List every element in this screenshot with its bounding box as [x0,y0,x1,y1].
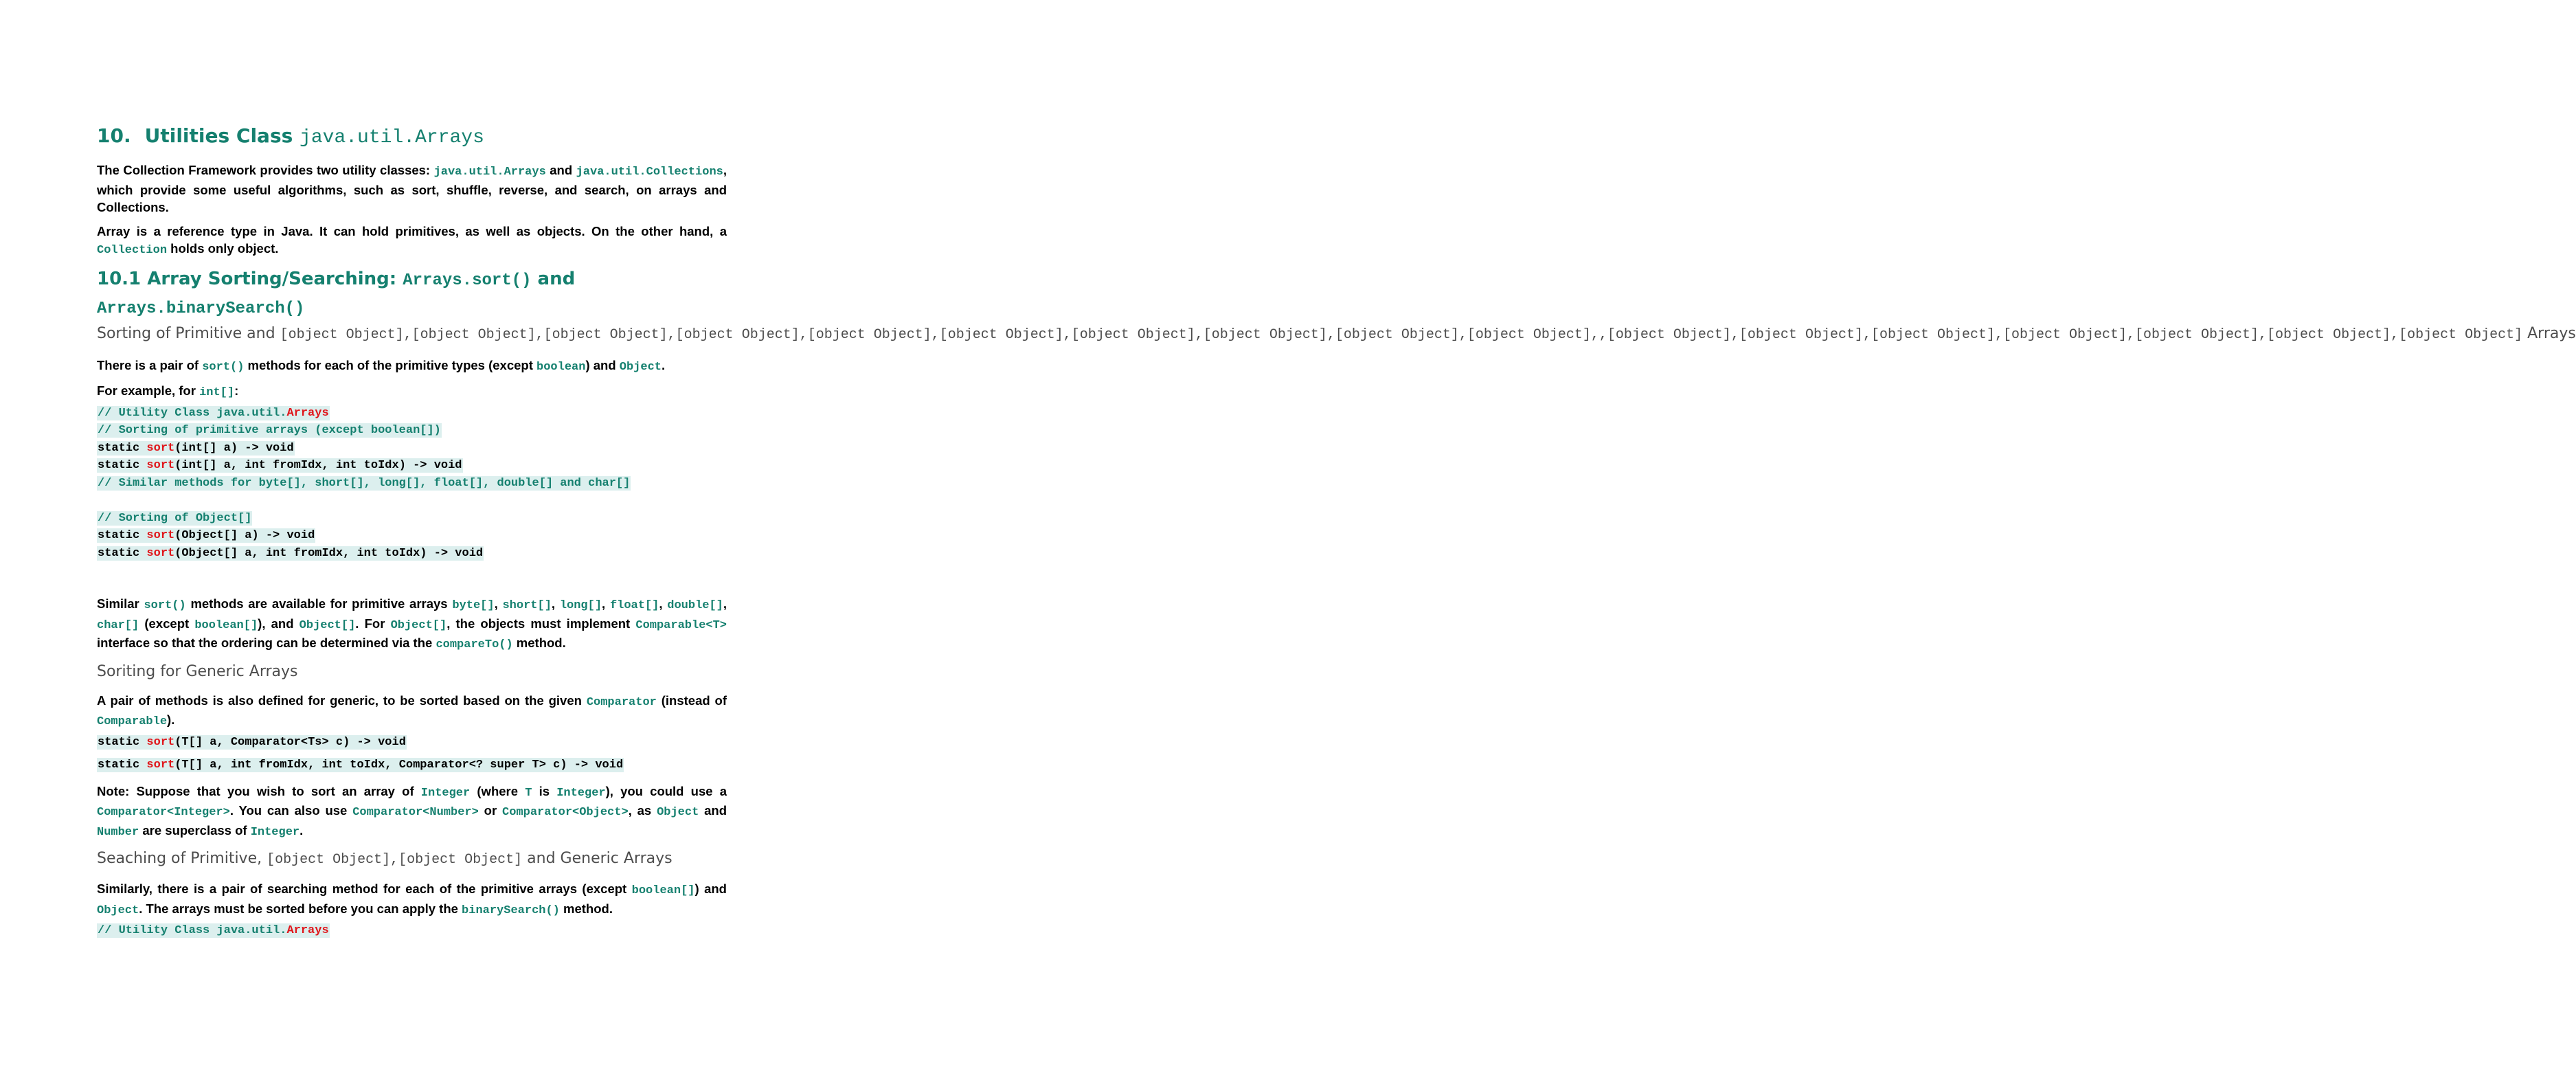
code-token: sort [146,759,175,772]
subheading-text: and Generic Arrays [527,850,673,867]
code-token: (int[] a) -> void [174,441,294,455]
inline-code: boolean [536,360,586,374]
text-run: The Collection Framework provides two utility classes: [97,163,434,177]
code-token: // Utility Class java.util. [98,924,287,937]
text-run: ) and [585,357,620,372]
code-line-highlight [97,528,315,543]
text-run: : [234,383,239,398]
code-token: sort [146,735,175,749]
text-run: holds only object. [167,241,279,256]
code-token: Arrays [286,406,329,420]
code-blank-line [97,492,727,510]
section-code-sort: Arrays.sort() [403,271,532,290]
code-line-highlight [97,476,631,491]
code-token: sort [146,459,175,472]
generic-paragraph-2 [97,783,727,842]
subheading-text: Seaching of Primitive, [97,850,262,867]
page-content [97,122,2576,940]
section-title: Array Sorting/Searching: [147,268,397,289]
text-run: , [602,596,610,611]
inline-code: sort() [202,360,245,374]
inline-code: Collection [97,244,168,257]
inline-code: long[] [559,599,602,612]
text-run: interface so that the ordering can be determined via the [97,636,436,650]
chapter-title-code: java.util.Arrays [300,127,484,148]
text-run: methods for each of the primitive types (except [244,357,537,372]
inline-code: boolean[] [194,618,258,632]
inline-code: float[] [609,599,659,612]
code-token: static [98,529,147,542]
text-run: A pair of methods is also defined for generic, to be sorted based on the given [97,693,587,708]
code-line [97,545,727,563]
text-run: Similarly, there is a pair of searching method for each of the primitive arrays (except [97,881,632,896]
text-run: methods are available for primitive arrays [185,596,453,611]
subheading-code: [object Object],[object Object],[object Object],[object Object],[object Object],[object Object],[object Object],[object Object],[object Object],[object Object],,[object Object],[object Object],[object Object],[object Object],[object Object],[object Object],[object Object] [280,326,2523,343]
text-run: , [723,596,727,611]
text-run: Note: Suppose that you wish to sort an array of [97,783,421,798]
chapter-number: 10. [97,124,131,147]
inline-code: Comparable [97,715,168,728]
subheading-text: Soriting for Generic Arrays [97,662,298,680]
intro-paragraph-1 [97,161,727,216]
code-token: (int[] a, int fromIdx, int toIdx) -> void [174,459,462,472]
code-line [97,457,727,475]
code-line [97,922,727,940]
text-run: and [545,163,576,177]
text-run: (instead of [656,693,727,708]
subheading-text: Sorting of Primitive and [97,324,275,342]
text-run: (where [470,783,526,798]
text-run: ), you could use a [605,783,727,798]
text-run: , [659,596,668,611]
text-run: , as [628,803,657,818]
text-run: ). [167,712,175,727]
inline-code: char[] [97,618,139,632]
inline-code: Integer [420,786,471,800]
text-run: ) and [694,881,727,896]
code-block-searching [97,922,727,940]
inline-code: Comparator [586,695,657,709]
subheading-searching [97,847,727,872]
sorting-paragraph-1 [97,357,727,377]
code-line-highlight [97,441,295,456]
text-run: For example, for [97,383,200,398]
text-run: , the objects must implement [447,616,636,631]
text-run: . You can also use [229,803,353,818]
sorting-paragraph-2 [97,382,727,402]
section-number: 10.1 [97,268,142,289]
inline-code: Comparable<T> [635,618,727,632]
text-run: , [494,596,503,611]
inline-code: sort() [144,599,186,612]
intro-paragraph-2 [97,223,727,260]
code-token: static [98,759,147,772]
text-run: . [300,822,304,838]
code-token: // Similar methods for byte[], short[], long[], float[], double[] and char[] [98,476,631,490]
code-line-generic-2 [97,756,727,774]
code-token: static [98,735,147,749]
inline-code: Integer [250,825,300,839]
code-token: sort [146,529,175,542]
code-token: (Object[] a, int fromIdx, int toIdx) -> void [174,546,484,560]
code-line-highlight [97,546,484,561]
inline-code: Comparator<Number> [352,806,479,819]
searching-paragraph-1 [97,880,727,919]
code-block-sorting [97,405,727,563]
generic-paragraph-1 [97,692,727,731]
code-line-highlight [97,511,252,526]
code-line [97,756,727,774]
code-token: // Utility Class java.util. [98,406,287,420]
code-token: // Sorting of primitive arrays (except boolean[]) [98,424,441,437]
code-line [97,405,727,423]
inline-code: Object [97,903,139,917]
code-line [97,734,727,752]
code-token: Arrays [286,924,329,937]
section-code-binarysearch: Arrays.binarySearch() [97,299,305,318]
code-line [97,440,727,458]
text-run: , [551,596,560,611]
inline-code: Comparator<Integer> [97,806,230,819]
code-line [97,475,727,493]
code-token: // Sorting of Object[] [98,511,252,525]
inline-code: Object [619,360,662,374]
text-run: There is a pair of [97,357,203,372]
sorting-paragraph-3 [97,595,727,654]
inline-code: binarySearch() [462,903,560,917]
inline-code: short[] [502,599,552,612]
text-run: or [478,803,503,818]
section-heading [97,266,727,322]
code-token: (Object[] a) -> void [174,529,315,542]
code-line-highlight [97,758,624,772]
inline-code: Object[] [390,618,447,632]
inline-code: Integer [556,786,606,800]
inline-code: boolean[] [631,884,695,897]
inline-code: int[] [199,386,235,399]
inline-code: byte[] [452,599,495,612]
text-run: ), and [258,616,300,631]
text-run: is [532,783,557,798]
inline-code: T [525,786,532,800]
code-line-highlight [97,423,442,438]
code-line [97,510,727,528]
inline-code: compareTo() [436,638,513,651]
code-token: sort [146,441,175,455]
inline-code: Comparator<Object> [502,806,629,819]
inline-code: Object[] [299,618,356,632]
text-run: method. [559,901,613,916]
inline-code: Number [97,825,139,839]
code-line-highlight [97,923,330,938]
inline-code: java.util.Collections [576,166,723,179]
subheading-code: [object Object],[object Object] [267,852,523,868]
subheading-generic-sorting [97,660,727,684]
subheading-text: Arrays [2527,324,2576,342]
inline-code: java.util.Arrays [433,166,546,179]
code-line [97,422,727,440]
code-token: sort [146,546,175,560]
text-run: . For [355,616,391,631]
chapter-heading [97,122,727,152]
code-line-highlight [97,458,463,473]
code-token: (T[] a, Comparator<Ts> c) -> void [174,735,406,749]
code-line [97,527,727,545]
code-token: (T[] a, int fromIdx, int toIdx, Comparator<? super T> c) -> void [174,759,624,772]
inline-code: double[] [667,599,723,612]
code-line-highlight [97,735,407,750]
subheading-sorting-primitive [97,322,2576,347]
text-run: , which provide some useful algorithms, such as sort, shuffle, reverse, and search, on arrays and Collections. [97,163,727,214]
text-run: (except [139,616,195,631]
code-line-generic-1 [97,734,727,752]
inline-code: Object [657,806,699,819]
text-run: are superclass of [139,822,251,838]
code-token: static [98,546,147,560]
code-line-highlight [97,406,330,420]
text-run: Array is a reference type in Java. It can hold primitives, as well as objects. On the other hand, a [97,223,727,238]
section-and: and [537,268,576,289]
chapter-title: Utilities Class [144,124,293,147]
code-token: static [98,459,147,472]
text-run: method. [512,636,566,650]
text-run: . The arrays must be sorted before you can apply the [139,901,462,916]
text-run: Similar [97,596,144,611]
text-run: . [662,357,666,372]
text-run: and [699,803,727,818]
code-token: static [98,441,147,455]
